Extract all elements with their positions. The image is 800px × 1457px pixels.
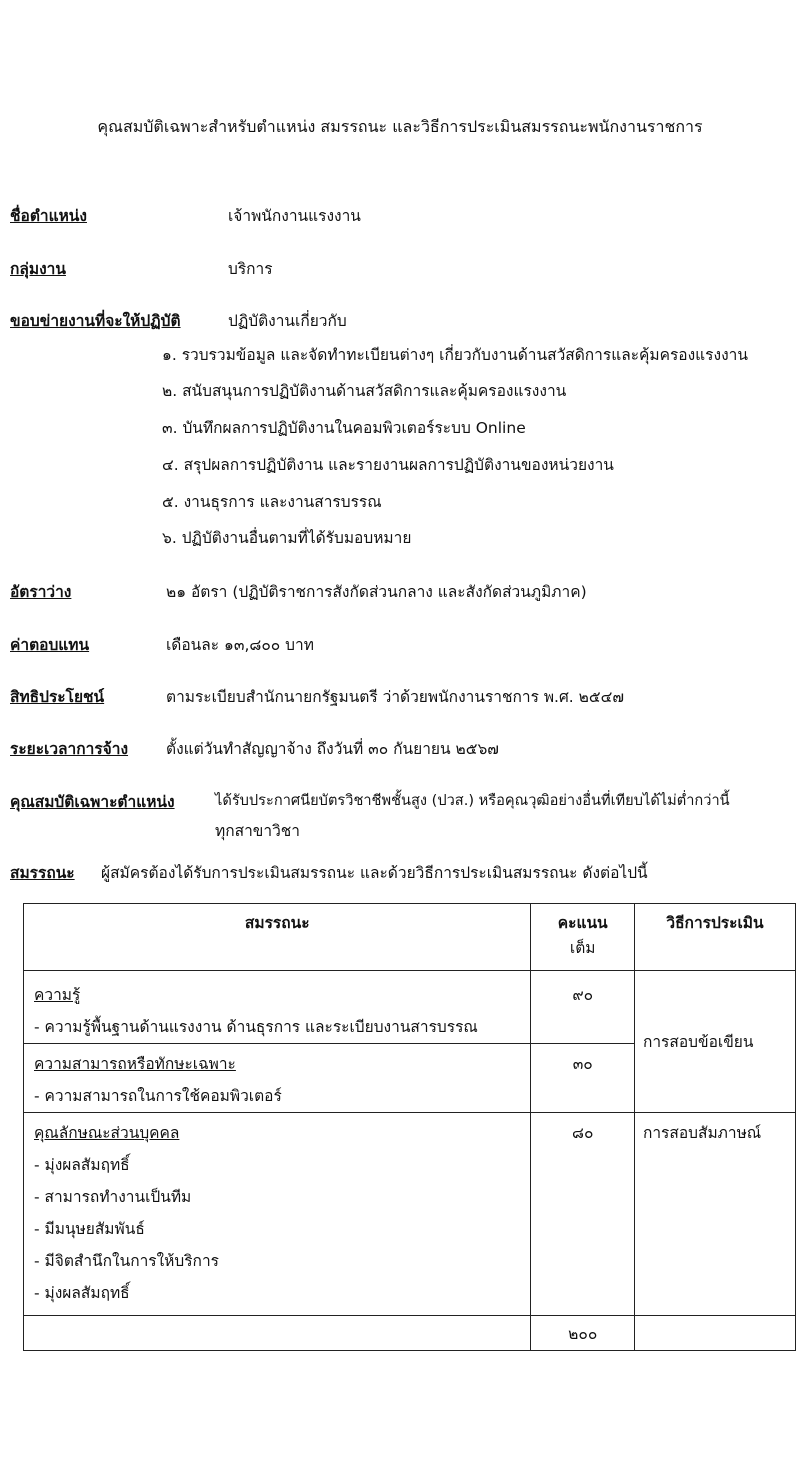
scope-item: ๑. รวบรวมข้อมูล และจัดทำทะเบียนต่างๆ เกี่ยวกับงานด้านสวัสดิการและคุ้มครองแรงงาน [162, 346, 748, 364]
competency-table [23, 903, 796, 1351]
scope-item: ๕. งานธุรการ และงานสารบรรณ [162, 493, 382, 511]
vacancy-label: อัตราว่าง [10, 583, 72, 601]
scope-row [10, 308, 181, 333]
qualification-line1: ได้รับประกาศนียบัตรวิชาชีพชั้นสูง (ปวส.) หรือคุณวุฒิอย่างอื่นที่เทียบได้ไม่ต่ำกว่านี้ [215, 792, 730, 809]
salary-label: ค่าตอบแทน [10, 636, 90, 654]
page-title: คุณสมบัติเฉพาะสำหรับตำแหน่ง สมรรถนะ และวิธีการประเมินสมรรถนะพนักงานราชการ [97, 117, 703, 136]
position-label: ชื่อตำแหน่ง [10, 207, 87, 225]
vacancy-row [10, 579, 71, 604]
scope-item: ๖. ปฏิบัติงานอื่นตามที่ได้รับมอบหมาย [162, 529, 412, 547]
salary-row [10, 632, 89, 657]
benefits-row [10, 684, 104, 709]
interview-method: การสอบสัมภาษณ์ [642, 1124, 762, 1142]
skill-item: - ความสามารถในการใช้คอมพิวเตอร์ [34, 1087, 282, 1105]
competency-row [10, 860, 75, 885]
group-label: กลุ่มงาน [10, 260, 66, 278]
personal-item: - มีจิตสำนึกในการให้บริการ [34, 1252, 219, 1270]
header-method: วิธีการประเมิน [634, 904, 795, 971]
benefits-value: ตามระเบียบสำนักนายกรัฐมนตรี ว่าด้วยพนักงานราชการ พ.ศ. ๒๕๔๗ [166, 688, 624, 706]
knowledge-heading: ความรู้ [34, 986, 81, 1004]
group-row [10, 256, 66, 281]
scope-intro: ปฏิบัติงานเกี่ยวกับ [228, 312, 347, 330]
position-row [10, 203, 87, 228]
header-score-line1: คะแนน [557, 914, 608, 932]
personal-score: ๘๐ [572, 1124, 594, 1142]
skill-score: ๓๐ [572, 1055, 593, 1073]
group-value: บริการ [228, 260, 273, 278]
total-empty-cell [24, 1316, 531, 1351]
term-row [10, 736, 128, 761]
vacancy-value: ๒๑ อัตรา (ปฏิบัติราชการสังกัดส่วนกลาง และสังกัดส่วนภูมิภาค) [166, 583, 587, 601]
salary-value: เดือนละ ๑๓,๘๐๐ บาท [166, 636, 314, 654]
qualification-label: คุณสมบัติเฉพาะตำแหน่ง [10, 793, 175, 811]
header-competency: สมรรถนะ [24, 904, 531, 971]
scope-item: ๒. สนับสนุนการปฏิบัติงานด้านสวัสดิการและคุ้มครองแรงงาน [162, 382, 567, 400]
table-header-row [24, 904, 796, 971]
position-value: เจ้าพนักงานแรงงาน [228, 207, 361, 225]
personal-item: - มุ่งผลสัมฤทธิ์ [34, 1156, 130, 1174]
scope-item: ๓. บันทึกผลการปฏิบัติงานในคอมพิวเตอร์ระบบ Online [162, 419, 526, 437]
qualification-row [10, 789, 175, 814]
personal-item: - มุ่งผลสัมฤทธิ์ [34, 1284, 130, 1302]
scope-label: ขอบข่ายงานที่จะให้ปฏิบัติ [10, 312, 181, 330]
knowledge-item: - ความรู้พื้นฐานด้านแรงงาน ด้านธุรการ และระเบียบงานสารบรรณ [34, 1018, 478, 1036]
table-row-total [24, 1316, 796, 1351]
term-label: ระยะเวลาการจ้าง [10, 740, 129, 758]
competency-label: สมรรถนะ [10, 864, 75, 882]
personal-item: - มีมนุษยสัมพันธ์ [34, 1220, 145, 1238]
table-row-knowledge [24, 971, 796, 1044]
personal-item: - สามารถทำงานเป็นทีม [34, 1188, 192, 1206]
header-score [531, 904, 634, 971]
skill-heading: ความสามารถหรือทักษะเฉพาะ [34, 1055, 236, 1073]
competency-text: ผู้สมัครต้องได้รับการประเมินสมรรถนะ และด้วยวิธีการประเมินสมรรถนะ ดังต่อไปนี้ [101, 864, 648, 882]
written-method: การสอบข้อเขียน [642, 1033, 754, 1051]
personal-heading: คุณลักษณะส่วนบุคคล [34, 1124, 180, 1142]
header-score-line2: เต็ม [569, 939, 596, 957]
table-row-personal [24, 1113, 796, 1316]
term-value: ตั้งแต่วันทำสัญญาจ้าง ถึงวันที่ ๓๐ กันยายน ๒๕๖๗ [166, 740, 499, 758]
total-score: ๒๐๐ [531, 1316, 634, 1351]
total-method-cell [634, 1316, 795, 1351]
benefits-label: สิทธิประโยชน์ [10, 688, 105, 706]
scope-item: ๔. สรุปผลการปฏิบัติงาน และรายงานผลการปฏิบัติงานของหน่วยงาน [162, 456, 614, 474]
qualification-line2: ทุกสาขาวิชา [215, 822, 300, 840]
knowledge-score: ๙๐ [572, 986, 594, 1004]
